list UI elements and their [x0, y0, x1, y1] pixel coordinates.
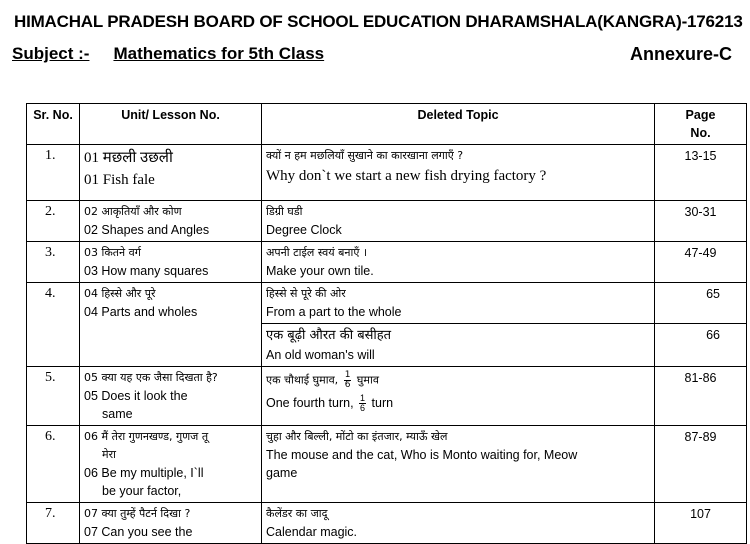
unit-hindi: 05 क्या यह एक जैसा दिखता है? [84, 371, 218, 384]
table-row [27, 283, 747, 324]
topic-hindi: क्यों न हम मछलियाँ सुखाने का कारखाना लगाएँ ? [266, 149, 464, 162]
unit-hindi: 04 हिस्से और पूरे [84, 287, 156, 300]
unit-hindi: 01 मछली उछली [84, 150, 173, 166]
topic-cell [262, 201, 655, 242]
page-no: 47-49 [655, 242, 747, 283]
page-no: 87-89 [655, 426, 747, 503]
unit-cell [80, 283, 262, 367]
topic-cell [262, 283, 655, 324]
topic-cell [262, 503, 655, 544]
topic-cell [262, 145, 655, 201]
sr-no: 2. [27, 201, 80, 242]
unit-english: 02 Shapes and Angles [84, 223, 210, 237]
table-row [27, 201, 747, 242]
unit-english-cont: same [102, 407, 133, 421]
sr-no: 4. [27, 283, 80, 367]
annexure-label: Annexure-C [629, 44, 732, 64]
unit-english: 05 Does it look the [84, 389, 188, 403]
topic-english: Why don`t we start a new fish drying factory ? [266, 168, 547, 184]
unit-cell [80, 242, 262, 283]
topic-english: Degree Clock [266, 223, 342, 237]
page-no: 30-31 [655, 201, 747, 242]
topic-english-cont: game [266, 466, 298, 480]
unit-english: 03 How many squares [84, 264, 209, 278]
topic-cell [262, 367, 655, 426]
table-row [27, 145, 747, 201]
unit-cell [80, 367, 262, 426]
topic-hindi: डिग्री घडी [266, 205, 303, 218]
fraction: $\frac{1}{6}$ [360, 393, 366, 414]
board-title: HIMACHAL PRADESH BOARD OF SCHOOL EDUCATION DHARAMSHALA(KANGRA)-176213 [14, 12, 743, 31]
unit-hindi: 06 मैं तेरा गुणनखण्ड, गुणज तू [84, 430, 209, 443]
fraction: $\frac{1}{6}$ [344, 370, 351, 390]
topic-hindi: अपनी टाईल स्वयं बनाएँ । [266, 246, 368, 259]
topic-cell [262, 426, 655, 503]
sr-no: 6. [27, 426, 80, 503]
topic-hindi: चुहा और बिल्ली, मोंटो का इंतजार, म्याऊँ खेल [266, 430, 448, 443]
subject-label: Subject :- [12, 44, 90, 63]
topic-hindi: एक चौथाई घुमाव, $\frac{1}{6}$ घुमाव [266, 370, 379, 390]
unit-hindi: 03 कितने वर्ग [84, 246, 141, 259]
unit-hindi-cont: मेरा [102, 448, 116, 461]
topic-english: An old woman's will [266, 348, 375, 362]
page-no: 107 [655, 503, 747, 544]
topic-hindi: हिस्से से पूरे की ओर [266, 287, 346, 300]
topic-hindi: कैलेंडर का जादू [266, 507, 328, 520]
col-deleted-topic: Deleted Topic [262, 104, 655, 145]
page-no: 81-86 [655, 367, 747, 426]
col-unit: Unit/ Lesson No. [80, 104, 262, 145]
topic-cell [262, 324, 655, 367]
sr-no: 3. [27, 242, 80, 283]
unit-cell [80, 201, 262, 242]
sr-no: 5. [27, 367, 80, 426]
subject-value: Mathematics for 5th Class [113, 44, 325, 63]
unit-hindi: 07 क्या तुम्हें पैटर्न दिखा ? [84, 507, 191, 520]
topic-english: Make your own tile. [266, 264, 374, 278]
sr-no: 1. [27, 145, 80, 201]
page-no: 13-15 [655, 145, 747, 201]
table-row [27, 503, 747, 544]
page-no: 66 [655, 324, 747, 367]
topic-english: One fourth turn, $\frac{1}{6}$ turn [266, 393, 394, 414]
topic-cell [262, 242, 655, 283]
unit-english: 07 Can you see the [84, 525, 193, 539]
unit-english: 04 Parts and wholes [84, 305, 198, 319]
topic-hindi: एक बूढ़ी औरत की बसीहत [266, 328, 392, 343]
subject-line [12, 44, 324, 64]
unit-english: 01 Fish fale [84, 172, 155, 188]
page-no: 65 [655, 283, 747, 324]
sr-no: 7. [27, 503, 80, 544]
deleted-topics-table [26, 103, 747, 544]
topic-english: The mouse and the cat, Who is Monto waiting for, Meow [266, 448, 578, 462]
table-row [27, 242, 747, 283]
col-page-no: Page No. [655, 104, 747, 145]
table-header-row [27, 104, 747, 145]
unit-cell [80, 503, 262, 544]
unit-hindi: 02 आकृतियाँ और कोण [84, 205, 182, 218]
table-row [27, 367, 747, 426]
table-row [27, 426, 747, 503]
col-sr-no: Sr. No. [27, 104, 80, 145]
unit-english: 06 Be my multiple, I`ll [84, 466, 204, 480]
unit-cell [80, 145, 262, 201]
topic-english: Calendar magic. [266, 525, 358, 539]
unit-cell [80, 426, 262, 503]
topic-english: From a part to the whole [266, 305, 402, 319]
unit-english-cont: be your factor, [102, 484, 182, 498]
